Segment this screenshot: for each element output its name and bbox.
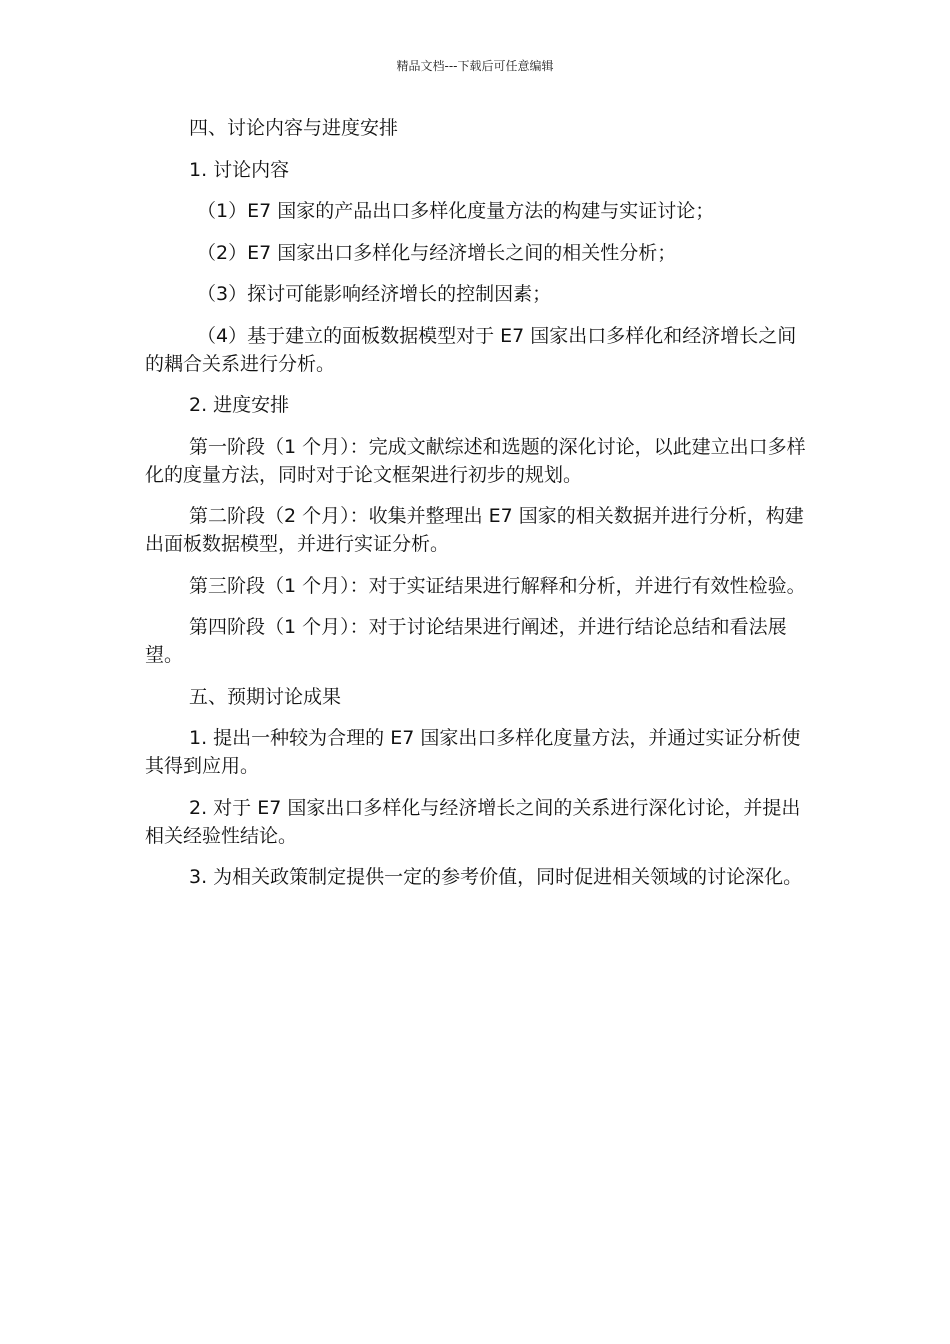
outcome-item-3: 3. 为相关政策制定提供一定的参考价值，同时促进相关领域的讨论深化。: [189, 866, 803, 888]
list-item-4: （4）基于建立的面板数据模型对于 E7 国家出口多样化和经济增长之间的耦合关系进行分析。: [145, 324, 797, 375]
section-heading-4: 四、讨论内容与进度安排: [189, 117, 399, 139]
schedule-phase-3: 第三阶段（1 个月）：对于实证结果进行解释和分析，并进行有效性检验。: [189, 574, 806, 597]
outcome-item-1: 1. 提出一种较为合理的 E7 国家出口多样化度量方法，并通过实证分析使其得到应用。: [145, 727, 801, 777]
list-item-2: （2）E7 国家出口多样化与经济增长之间的相关性分析；: [197, 241, 677, 264]
outcome-item-2: 2. 对于 E7 国家出口多样化与经济增长之间的关系进行深化讨论，并提出相关经验性结论。: [145, 796, 801, 847]
section-heading-5: 五、预期讨论成果: [189, 685, 342, 708]
document-body: [145, 114, 815, 905]
list-item-3: （3）探讨可能影响经济增长的控制因素；: [197, 283, 552, 305]
schedule-phase-4: 第四阶段（1 个月）：对于讨论结果进行阐述，并进行结论总结和看法展望。: [145, 616, 787, 666]
subheading-schedule: 2. 进度安排: [189, 394, 290, 416]
schedule-phase-1: 第一阶段（1 个月）：完成文献综述和选题的深化讨论，以此建立出口多样化的度量方法，同时对于论文框架进行初步的规划。: [145, 435, 806, 486]
subheading-discussion-content: 1. 讨论内容: [189, 158, 290, 181]
list-item-1: （1）E7 国家的产品出口多样化度量方法的构建与实证讨论；: [197, 200, 715, 222]
schedule-phase-2: 第二阶段（2 个月）：收集并整理出 E7 国家的相关数据并进行分析，构建出面板数据模型，并进行实证分析。: [145, 505, 804, 555]
page-header: 精品文档---下载后可任意编辑: [396, 59, 554, 73]
